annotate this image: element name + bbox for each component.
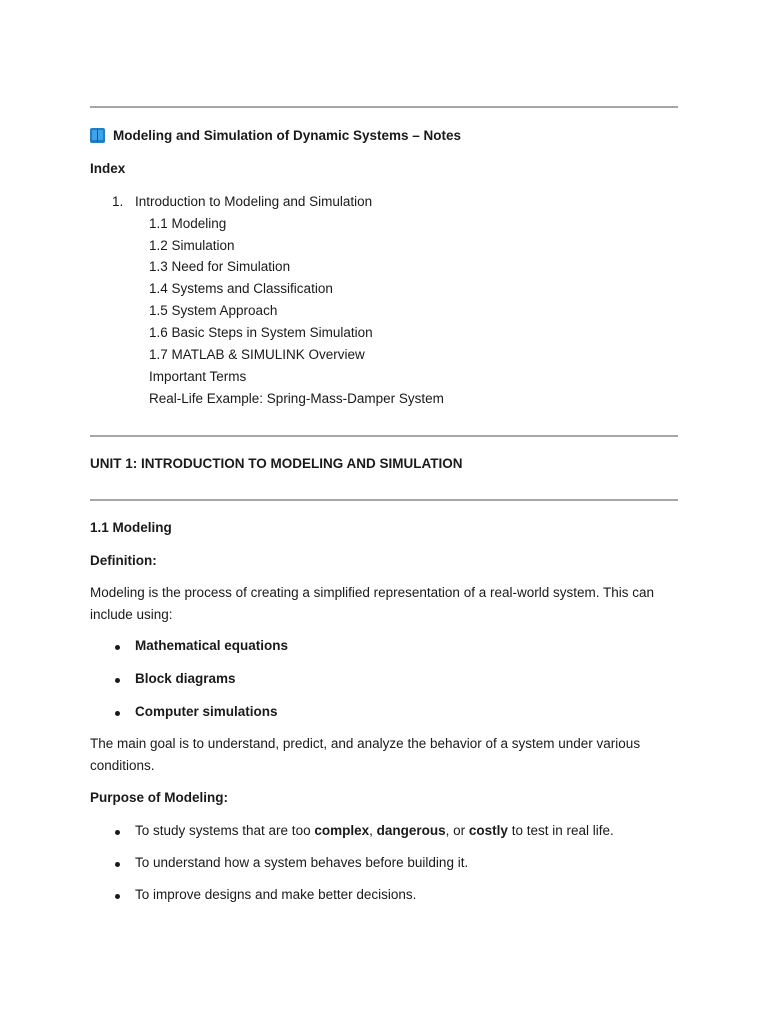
section-heading: 1.1 Modeling bbox=[90, 520, 172, 535]
horizontal-rule bbox=[90, 106, 678, 108]
emphasis-dangerous: dangerous bbox=[376, 823, 446, 838]
bullet-icon bbox=[115, 711, 120, 716]
toc-number: 1. bbox=[112, 194, 124, 209]
goal-paragraph: The main goal is to understand, predict, and analyze the behavior of a system under various conditions. bbox=[90, 736, 641, 773]
definition-label: Definition: bbox=[90, 553, 157, 568]
toc-sub-item: Important Terms bbox=[149, 369, 247, 384]
toc-sub-item: 1.4 Systems and Classification bbox=[149, 281, 333, 296]
toc-sub-item: 1.6 Basic Steps in System Simulation bbox=[149, 325, 373, 340]
list-item-text: , or bbox=[445, 823, 469, 838]
bullet-icon bbox=[115, 645, 120, 650]
purpose-label: Purpose of Modeling: bbox=[90, 790, 228, 805]
definition-paragraph: Modeling is the process of creating a simplified representation of a real-world system. This can include using: bbox=[90, 585, 655, 622]
toc-sub-item: 1.2 Simulation bbox=[149, 238, 235, 253]
unit-heading: UNIT 1: INTRODUCTION TO MODELING AND SIMULATION bbox=[90, 456, 463, 471]
list-item-text: , bbox=[369, 823, 377, 838]
list-item bbox=[135, 823, 614, 838]
list-item: To understand how a system behaves before building it. bbox=[135, 855, 469, 870]
emphasis-complex: complex bbox=[314, 823, 370, 838]
toc-sub-item: Real-Life Example: Spring-Mass-Damper System bbox=[149, 391, 444, 406]
toc-sub-item: 1.3 Need for Simulation bbox=[149, 259, 291, 274]
bullet-icon bbox=[115, 862, 120, 867]
list-item-text: To study systems that are too bbox=[135, 823, 315, 838]
list-item: Mathematical equations bbox=[135, 638, 289, 653]
bullet-icon bbox=[115, 894, 120, 899]
list-item-text: to test in real life. bbox=[507, 823, 614, 838]
document-title: Modeling and Simulation of Dynamic Systems – Notes bbox=[113, 128, 462, 143]
list-item: Block diagrams bbox=[135, 671, 236, 686]
bullet-icon bbox=[115, 830, 120, 835]
toc-sub-item: 1.7 MATLAB & SIMULINK Overview bbox=[149, 347, 365, 362]
book-icon bbox=[90, 128, 105, 143]
horizontal-rule bbox=[90, 499, 678, 501]
bullet-icon bbox=[115, 678, 120, 683]
list-item: Computer simulations bbox=[135, 704, 278, 719]
list-item: To improve designs and make better decisions. bbox=[135, 887, 417, 902]
document-title-row bbox=[90, 128, 461, 143]
toc-sub-item: 1.1 Modeling bbox=[149, 216, 227, 231]
toc-main-item: Introduction to Modeling and Simulation bbox=[135, 194, 373, 209]
toc-sub-item: 1.5 System Approach bbox=[149, 303, 278, 318]
index-heading: Index bbox=[90, 161, 126, 176]
horizontal-rule bbox=[90, 435, 678, 437]
emphasis-costly: costly bbox=[468, 823, 508, 838]
